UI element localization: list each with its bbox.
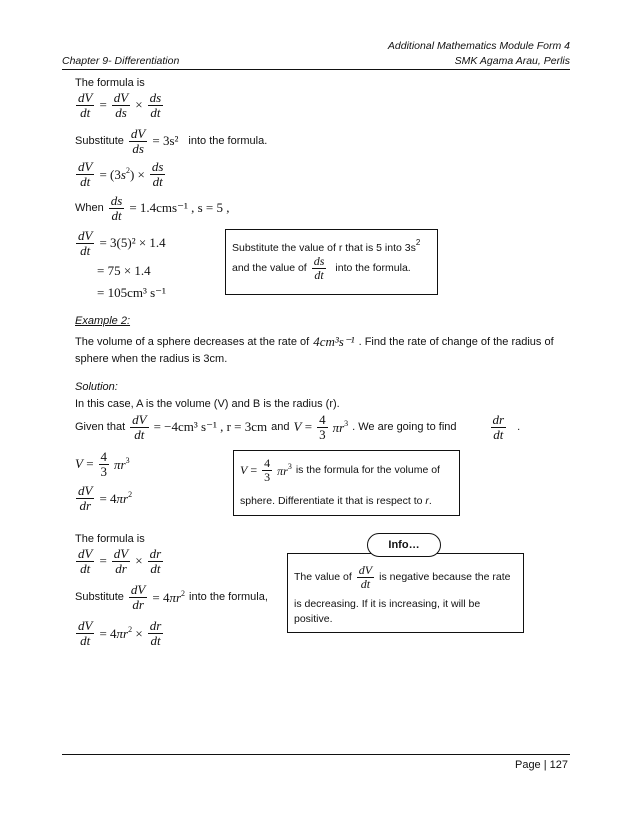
volume-formula: V = $\frac{4}{3}$ $\pi r^3$ [75, 449, 130, 479]
example2-heading: Example 2: [75, 315, 131, 327]
info-box [287, 553, 524, 633]
substitute-line-2: Substitute $\frac{dV}{dr}$ = $4\pi r^2$ into the formula, [75, 582, 268, 612]
info-line1: The value of $\frac{dV}{dt}$ is negative because the rate [294, 563, 511, 591]
formula-intro-2: The formula is [75, 533, 145, 545]
callout2-line2: sphere. Differentiate it that is respect to r. [240, 495, 432, 507]
footer-rule [62, 754, 570, 755]
calc-line-3: = 105cm³ s⁻¹ [97, 285, 166, 300]
module-title: Additional Mathematics Module Form 4 [387, 40, 570, 52]
page-number: Page | 127 [514, 759, 568, 771]
substituted-equation-1: $\frac{dV}{dt}$ = $(3s^2)$ × $\frac{ds}{dt}$ [78, 159, 164, 189]
solution-intro: In this case, A is the volume (V) and B is the radius (r). [75, 398, 340, 410]
chapter-title: Chapter 9- Differentiation [62, 55, 180, 67]
calc-line-1: $\frac{dV}{dt}$ = 3(5)² × 1.4 [78, 228, 166, 258]
header-rule [62, 69, 570, 70]
callout2-line1: V = $\frac{4}{3}$ $\pi r^3$ is the formula for the volume of [240, 456, 440, 484]
school-name: SMK Agama Arau, Perlis [454, 55, 570, 67]
info-line2: is decreasing. If it is increasing, it will be [294, 598, 481, 610]
callout-volume-box [233, 450, 460, 516]
chain-rule-equation-2: $\frac{dV}{dt}$ = $\frac{dV}{dr}$ × $\frac{dr}{dt}$ [78, 546, 162, 576]
substituted-equation-2: $\frac{dV}{dt}$ = $4\pi r^2$ × $\frac{dr}{dt}$ [78, 618, 162, 648]
when-condition: When $\frac{ds}{dt}$ = 1.4cms⁻¹ , s = 5 , [75, 193, 230, 223]
callout-substitute-box [225, 229, 438, 295]
solution-heading: Solution: [75, 381, 118, 393]
callout1-line1: Substitute the value of r that is 5 into $3s^2$ [232, 238, 421, 254]
substitute-line-1: Substitute $\frac{dV}{ds}$ = 3s² into the formula. [75, 126, 268, 156]
formula-intro-1: The formula is [75, 77, 145, 89]
example2-problem-line2: sphere when the radius is 3cm. [75, 353, 228, 365]
chain-rule-equation-1: $\frac{dV}{dt}$ = $\frac{dV}{ds}$ × $\frac{ds}{dt}$ [78, 90, 162, 120]
dvdr-equation: $\frac{dV}{dr}$ = $4\pi r^2$ [78, 483, 133, 513]
calc-line-2: = 75 × 1.4 [97, 263, 151, 278]
info-badge: Info… [367, 533, 441, 557]
info-line3: positive. [294, 613, 333, 625]
dvds-expression: = 3s² [152, 133, 179, 149]
callout1-line2: and the value of $\frac{ds}{dt}$ into the formula. [232, 254, 411, 282]
example2-problem-line1: The volume of a sphere decreases at the rate of 4cm³s⁻¹ . Find the rate of change of the radius of [75, 334, 554, 349]
given-line: Given that $\frac{dV}{dt}$ = −4cm³ s⁻¹ , r = 3cm and V = $\frac{4}{3}$ $\pi r^3$ . We are going to find $\frac{dr}{dt}$ . [75, 412, 521, 442]
